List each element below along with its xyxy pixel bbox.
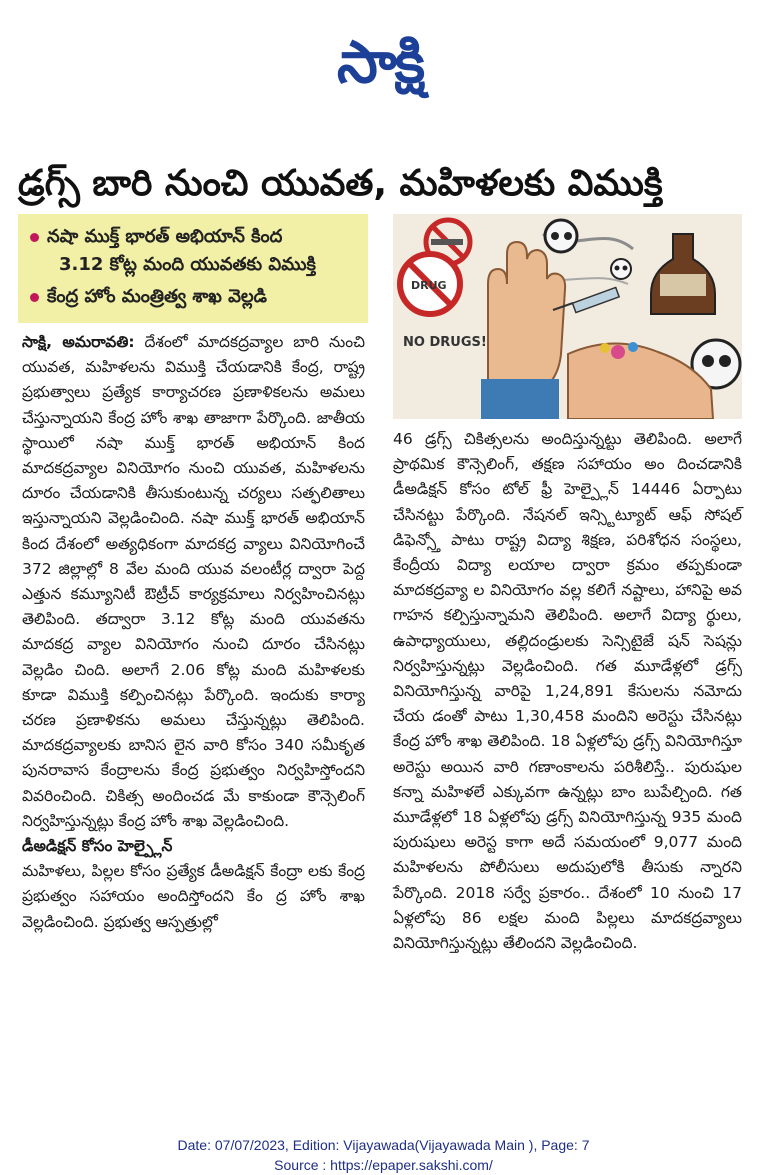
highlight-item bbox=[30, 224, 282, 250]
article-column-right bbox=[393, 427, 742, 956]
bullet-icon bbox=[30, 293, 39, 302]
article-paragraph: 46 డ్రగ్స్ చికిత్సలను అందిస్తున్నట్టు తెలిపింది. అలాగే ప్రాథమిక కౌన్సెలింగ్, తక్షణ సహాయం అం దించడానికి డీఅడిక్షన్ కోసం టోల్ ఫ్రీ హెల్ప్లైన్ 14446 ఏర్పాటు చేసినట్టు పేర్కొంది. నేషనల్ ఇన్స్టిట్యూట్ ఆఫ్ సోషల్ డిఫెన్స్తో పాటు రాష్ట్ర విద్యా శిక్షణ, పరిశోధన సంస్థలు, కేంద్రీయ విద్యా లయాల ద్వారా క్రమం తప్పకుండా మాదకద్రవ్యా ల వినియోగం వల్ల కలిగే నష్టాలు, హానిపై అవ గాహన కల్పిస్తున్నామని తెలిపింది. అలాగే విద్యా ర్థులు, ఉపాధ్యాయులు, తల్లిదండ్రులకు సెన్సిటైజే షన్ సెషన్లు నిర్వహిస్తున్నట్లు వెల్లడించింది. గత మూడేళ్లలో డ్రగ్స్ వినియోగిస్తున్న వారిపై 1,24,891 కేసులను నమోదు చేయ డంతో పాటు 1,30,458 మందిని అరెస్టు చేసినట్లు కేంద్ర హోం శాఖ తెలిపింది. 18 ఏళ్లలోపు డ్రగ్స్ వినియోగిస్తూ అరెస్టు అయిన వారి గణాంకాలను పరిశీలిస్తే.. పురుషుల కన్నా మహిళలే ఎక్కువగా ఉన్నట్లు బాం బుపేల్చింది. గత మూడేళ్లలో 18 ఏళ్లలోపు డ్రగ్స్ వినియోగిస్తున్న 935 మంది పురుషులు అరెస్ట కాగా అదే సమయంలో 9,077 మంది మహిళలను పోలీసులు అదుపులోకి తీసుకు న్నారని పేర్కొంది. 2018 సర్వే ప్రకారం.. దేశంలో 10 నుంచి 17 ఏళ్లలోపు 86 లక్షల మంది పిల్లలు మాదకద్రవ్యాలు వినియోగిస్తున్నట్లు తేలిందని వెల్లడించింది. bbox=[393, 430, 742, 953]
article-column-left bbox=[22, 330, 365, 935]
bullet-icon bbox=[30, 233, 39, 242]
footer bbox=[0, 1135, 767, 1175]
highlight-item bbox=[30, 284, 267, 310]
highlight-text: కేంద్ర హోం మంత్రిత్వ శాఖ వెల్లడి bbox=[47, 286, 268, 307]
article-subheading: డీఅడిక్షన్ కోసం హెల్ప్లైన్ bbox=[22, 837, 173, 856]
article-paragraph: మహిళలు, పిల్లల కోసం ప్రత్యేక డీఅడిక్షన్ కేంద్రా లకు కేంద్ర ప్రభుత్వం సహాయం అందిస్తోందని కేం ద్ర హోం శాఖ వెల్లడించింది. ప్రభుత్వ ఆస్పత్రుల్లో bbox=[22, 862, 365, 931]
article-paragraph bbox=[22, 330, 365, 834]
highlights-box bbox=[18, 214, 368, 323]
edition-info: Date: 07/07/2023, Edition: Vijayawada(Vijayawada Main ), Page: 7 bbox=[177, 1137, 590, 1153]
paragraph-text: దేశంలో మాదకద్రవ్యాల బారి నుంచి యువత, మహిళలను విముక్తి చేయడానికి కేంద్ర, రాష్ట్ర ప్రభుత్వాలు ప్రత్యేక కార్యాచరణ ప్రణాళికలను అమలు చేస్తున్నాయని కేంద్ర హోం శాఖ తాజాగా పేర్కొంది. జాతీయ స్థాయిలో నషా ముక్త్ భారత్ అభియాన్ కింద మాదకద్రవ్యాల వినియోగం నుంచి యువత, మహిళలను దూరం చేయడానికి తీసుకుంటున్న చర్యలు సత్ఫలితాలు ఇస్తున్నాయని వెల్లడించింది. నషా ముక్త్ భారత్ అభియాన్ కింద దేశంలో అత్యధికంగా మాదకద్ర వ్యాలు వినియోగించే 372 జిల్లాల్లో 8 వేల మంది యువ వలంటీర్ల ద్వారా పెద్ద ఎత్తున కమ్యూనిటీ ఔట్రీచ్ కార్యక్రమాలు నిర్వహించినట్లు తెలిపింది. తద్వారా 3.12 కోట్ల మంది యువతను మాదకద్ర వ్యాల వినియోగం నుంచి దూరం చేసినట్లు వెల్లడిం చింది. అలాగే 2.06 కోట్ల మంది మహిళలకు కూడా విముక్తి కల్పించినట్లు పేర్కొంది. ఇందుకు కార్యా చరణ ప్రణాళికను అమలు చేస్తున్నట్లు తెలిపింది. మాదకద్రవ్యాలకు బానిస లైన వారి కోసం 340 సమీకృత పునరావాస కేంద్రాలను కేంద్ర ప్రభుత్వం నిర్వహిస్తోందని వివరించింది. చికిత్స అందించడ మే కాకుండా కౌన్సెలింగ్ నిర్వహిస్తున్నట్లు కేంద్ర హోం శాఖ వెల్లడించింది. bbox=[22, 333, 365, 830]
dateline: సాక్షి, అమరావతి: bbox=[22, 333, 135, 351]
no-drugs-label: NO DRUGS! bbox=[403, 335, 487, 350]
skull-icon bbox=[611, 259, 631, 279]
drug-sign-label: DRUG bbox=[411, 279, 447, 292]
anti-drug-illustration bbox=[393, 214, 742, 419]
drug-prohibition-sign-icon bbox=[400, 254, 460, 314]
highlight-item-continuation: 3.12 కోట్ల మంది యువతకు విముక్తి bbox=[59, 254, 316, 275]
highlight-text: నషా ముక్త్ భారత్ అభియాన్ కింద bbox=[47, 226, 283, 247]
logo-text: సాక్షి bbox=[336, 28, 424, 96]
illustration-svg bbox=[393, 214, 742, 419]
masthead bbox=[0, 0, 767, 130]
source-link[interactable]: Source : https://epaper.sakshi.com/ bbox=[274, 1157, 493, 1173]
skull-icon bbox=[545, 220, 577, 252]
sakshi-logo bbox=[287, 28, 473, 96]
article-headline: డ్రగ్స్ బారి నుంచి యువత, మహిళలకు విముక్తి bbox=[18, 163, 663, 204]
